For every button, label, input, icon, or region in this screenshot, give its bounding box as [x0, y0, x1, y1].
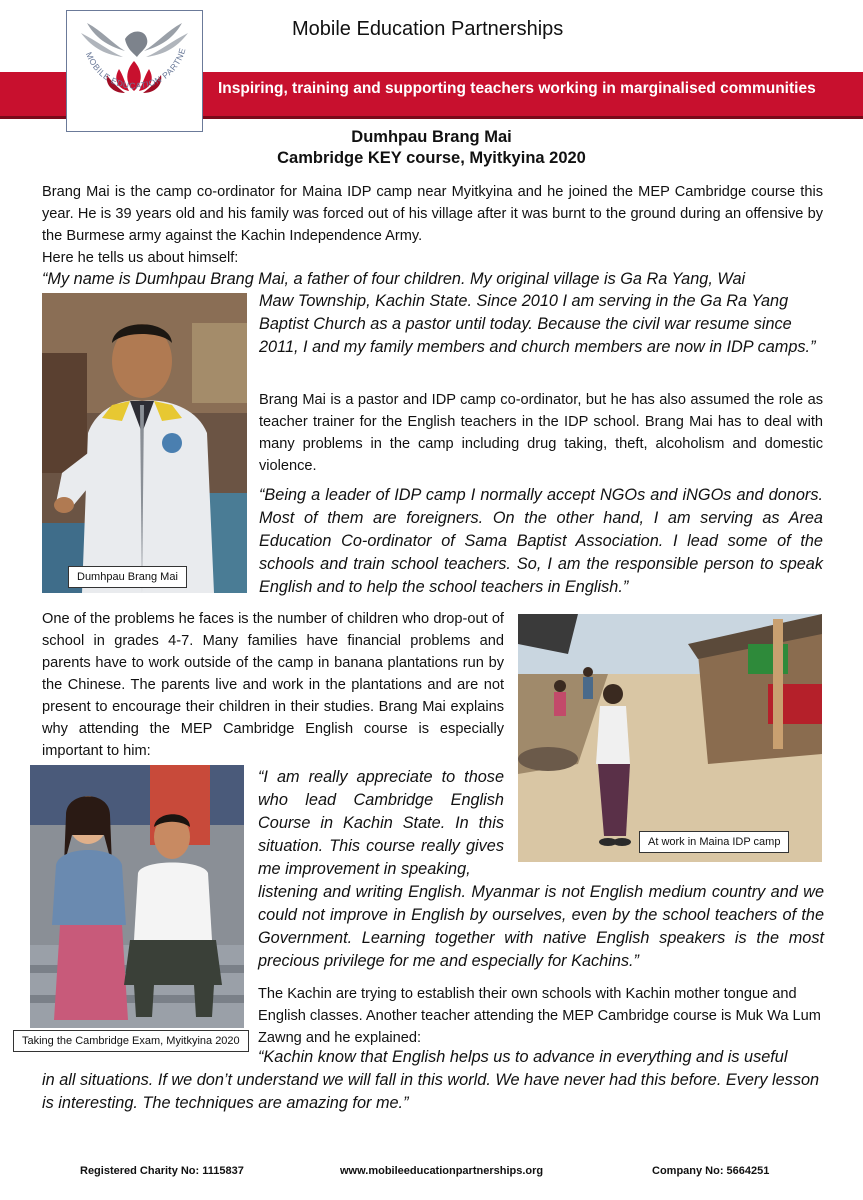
photo2-caption: At work in Maina IDP camp — [639, 831, 789, 853]
leader-quote: “Being a leader of IDP camp I normally accept NGOs and iNGOs and donors. Most of them are foreigners. On the other hand, I am serving as Area Education Co-ordinator of Sama Baptist Association. I lead some of the schools and train school teachers. So, I am the responsible person to speak English and to help the school teachers in English.” — [259, 486, 823, 596]
kachin-schools-paragraph: The Kachin are trying to establish their own schools with Kachin mother tongue and English classes. Another teacher attending the MEP Cambridge course is Muk Wa Lum Zawng and he explained: — [258, 986, 821, 1046]
quote1-rest: Maw Township, Kachin State. Since 2010 I am serving in the Ga Ra Yang Baptist Church as a pastor until today. Because the civil war resume since 2011, I and my family members and church members are now in IDP camps.” — [259, 292, 816, 356]
mep-logo — [66, 10, 203, 132]
article-subtitle: Cambridge KEY course, Myitkyina 2020 — [277, 149, 586, 167]
photo1-caption: Dumhpau Brang Mai — [68, 566, 187, 588]
pegasus-lotus-logo-icon — [67, 11, 202, 131]
quote1-first-line: “My name is Dumhpau Brang Mai, a father of four children. My original village is Ga Ra Yang, Wai — [42, 270, 746, 288]
photo-idp-camp — [518, 614, 822, 862]
svg-text:MOBILE EDUCATION PARTNERSHIPS — [67, 11, 188, 91]
footer-charity: Registered Charity No: 1115837 — [80, 1165, 244, 1177]
quote4-first-line: “Kachin know that English helps us to advance in everything and is useful — [258, 1048, 788, 1066]
footer-website[interactable]: www.mobileeducationpartnerships.org — [340, 1165, 544, 1177]
intro-lead: Here he tells us about himself: — [42, 250, 239, 266]
article-title: Dumhpau Brang Mai — [351, 128, 512, 146]
course-quote-narrow: “I am really appreciate to those who lead Cambridge English Course in Kachin State. In this situation. This course really gives me improvement in speaking, — [258, 768, 504, 878]
photo-cambridge-exam — [30, 765, 244, 1028]
org-name: Mobile Education Partnerships — [292, 18, 564, 40]
pastor-paragraph: Brang Mai is a pastor and IDP camp co-ordinator, but he has also assumed the role as teacher trainer for the English teachers in the IDP school. Brang Mai has to deal with many problems in the camp including drug taking, theft, alcoholism and domestic violence. — [259, 392, 823, 474]
dropout-paragraph: One of the problems he faces is the number of children who drop-out of school in grades 4-7. Many families have financial problems and parents have to work outside of the camp in banana plantations run by the Chinese. The parents live and work in the plantations and are not present to encourage their children in their studies. Brang Mai explains why attending the MEP Cambridge English course is especially important to him: — [42, 611, 504, 759]
quote4-rest: in all situations. If we don’t understand we will fall in this world. We have never had this before. Every lesson is interesting. The techniques are amazing for me.” — [42, 1071, 820, 1112]
logo-text: MOBILE EDUCATION PARTNE — [83, 46, 188, 91]
photo3-caption: Taking the Cambridge Exam, Myitkyina 2020 — [13, 1030, 249, 1052]
photo-brang-mai — [42, 293, 247, 593]
footer-company: Company No: 5664251 — [652, 1165, 770, 1177]
course-quote-wide: listening and writing English. Myanmar is not English medium country and we could not improve in English by ourselves, even by the school teachers of the Government. Learning together with native English speakers is the most precious privilege for me and especially for Kachins.” — [258, 883, 824, 970]
intro-paragraph: Brang Mai is the camp co-ordinator for Maina IDP camp near Myitkyina and he joined the MEP Cambridge course this year. He is 39 years old and his family was forced out of his village after it was burnt to the ground during an offensive by the Burmese army against the Kachin Independence Army. — [42, 184, 823, 244]
tagline: Inspiring, training and supporting teachers working in marginalised communities — [218, 80, 816, 97]
